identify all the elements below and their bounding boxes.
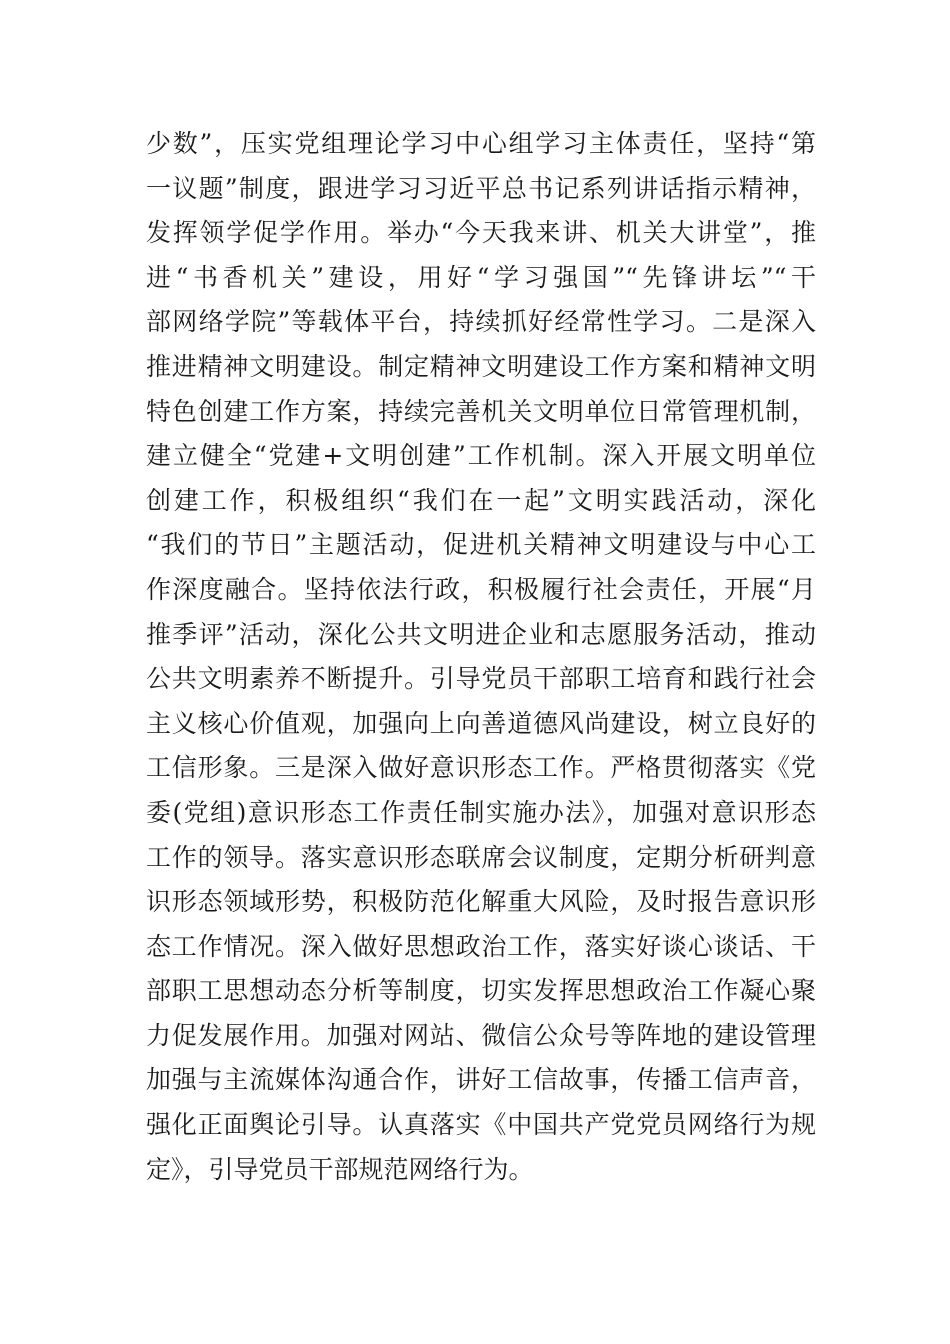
text-line: “我们的节日”主题活动，促进机关精神文明建设与中心工 — [146, 530, 816, 560]
body-paragraph — [146, 122, 816, 1192]
text-line: 推季评”活动，深化公共文明进企业和志愿服务活动，推动 — [146, 619, 816, 649]
text-line: 推进精神文明建设。制定精神文明建设工作方案和精神文明 — [146, 351, 816, 381]
text-line: 工信形象。三是深入做好意识形态工作。严格贯彻落实《党 — [146, 753, 816, 783]
text-line: 作深度融合。坚持依法行政，积极履行社会责任，开展“月 — [146, 574, 816, 604]
text-line: 特色创建工作方案，持续完善机关文明单位日常管理机制， — [146, 396, 816, 426]
text-line: 一议题”制度，跟进学习习近平总书记系列讲话指示精神， — [146, 173, 816, 203]
text-line: 部职工思想动态分析等制度，切实发挥思想政治工作凝心聚 — [146, 976, 816, 1006]
text-line: 加强与主流媒体沟通合作，讲好工信故事，传播工信声音， — [146, 1065, 816, 1095]
text-line: 公共文明素养不断提升。引导党员干部职工培育和践行社会 — [146, 664, 816, 694]
text-line: 进“书香机关”建设，用好“学习强国”“先锋讲坛”“干 — [146, 262, 816, 292]
text-line: 发挥领学促学作用。举办“今天我来讲、机关大讲堂”，推 — [146, 218, 816, 248]
text-line: 强化正面舆论引导。认真落实《中国共产党党员网络行为规 — [146, 1110, 816, 1140]
text-line: 创建工作，积极组织“我们在一起”文明实践活动，深化 — [146, 485, 816, 515]
text-line: 建立健全“党建+文明创建”工作机制。深入开展文明单位 — [146, 441, 816, 471]
text-line: 识形态领域形势，积极防范化解重大风险，及时报告意识形 — [146, 887, 816, 917]
text-line: 少数”，压实党组理论学习中心组学习主体责任，坚持“第 — [146, 129, 816, 158]
text-line: 委(党组)意识形态工作责任制实施办法》，加强对意识形态 — [146, 797, 816, 827]
text-line: 态工作情况。深入做好思想政治工作，落实好谈心谈话、干 — [146, 931, 816, 961]
text-line: 部网络学院”等载体平台，持续抓好经常性学习。二是深入 — [146, 307, 816, 337]
text-line: 主义核心价值观，加强向上向善道德风尚建设，树立良好的 — [146, 708, 816, 738]
text-line-last: 定》，引导党员干部规范网络行为。 — [146, 1154, 534, 1184]
text-line: 力促发展作用。加强对网站、微信公众号等阵地的建设管理 — [146, 1020, 816, 1050]
text-line: 工作的领导。落实意识形态联席会议制度，定期分析研判意 — [146, 842, 816, 872]
